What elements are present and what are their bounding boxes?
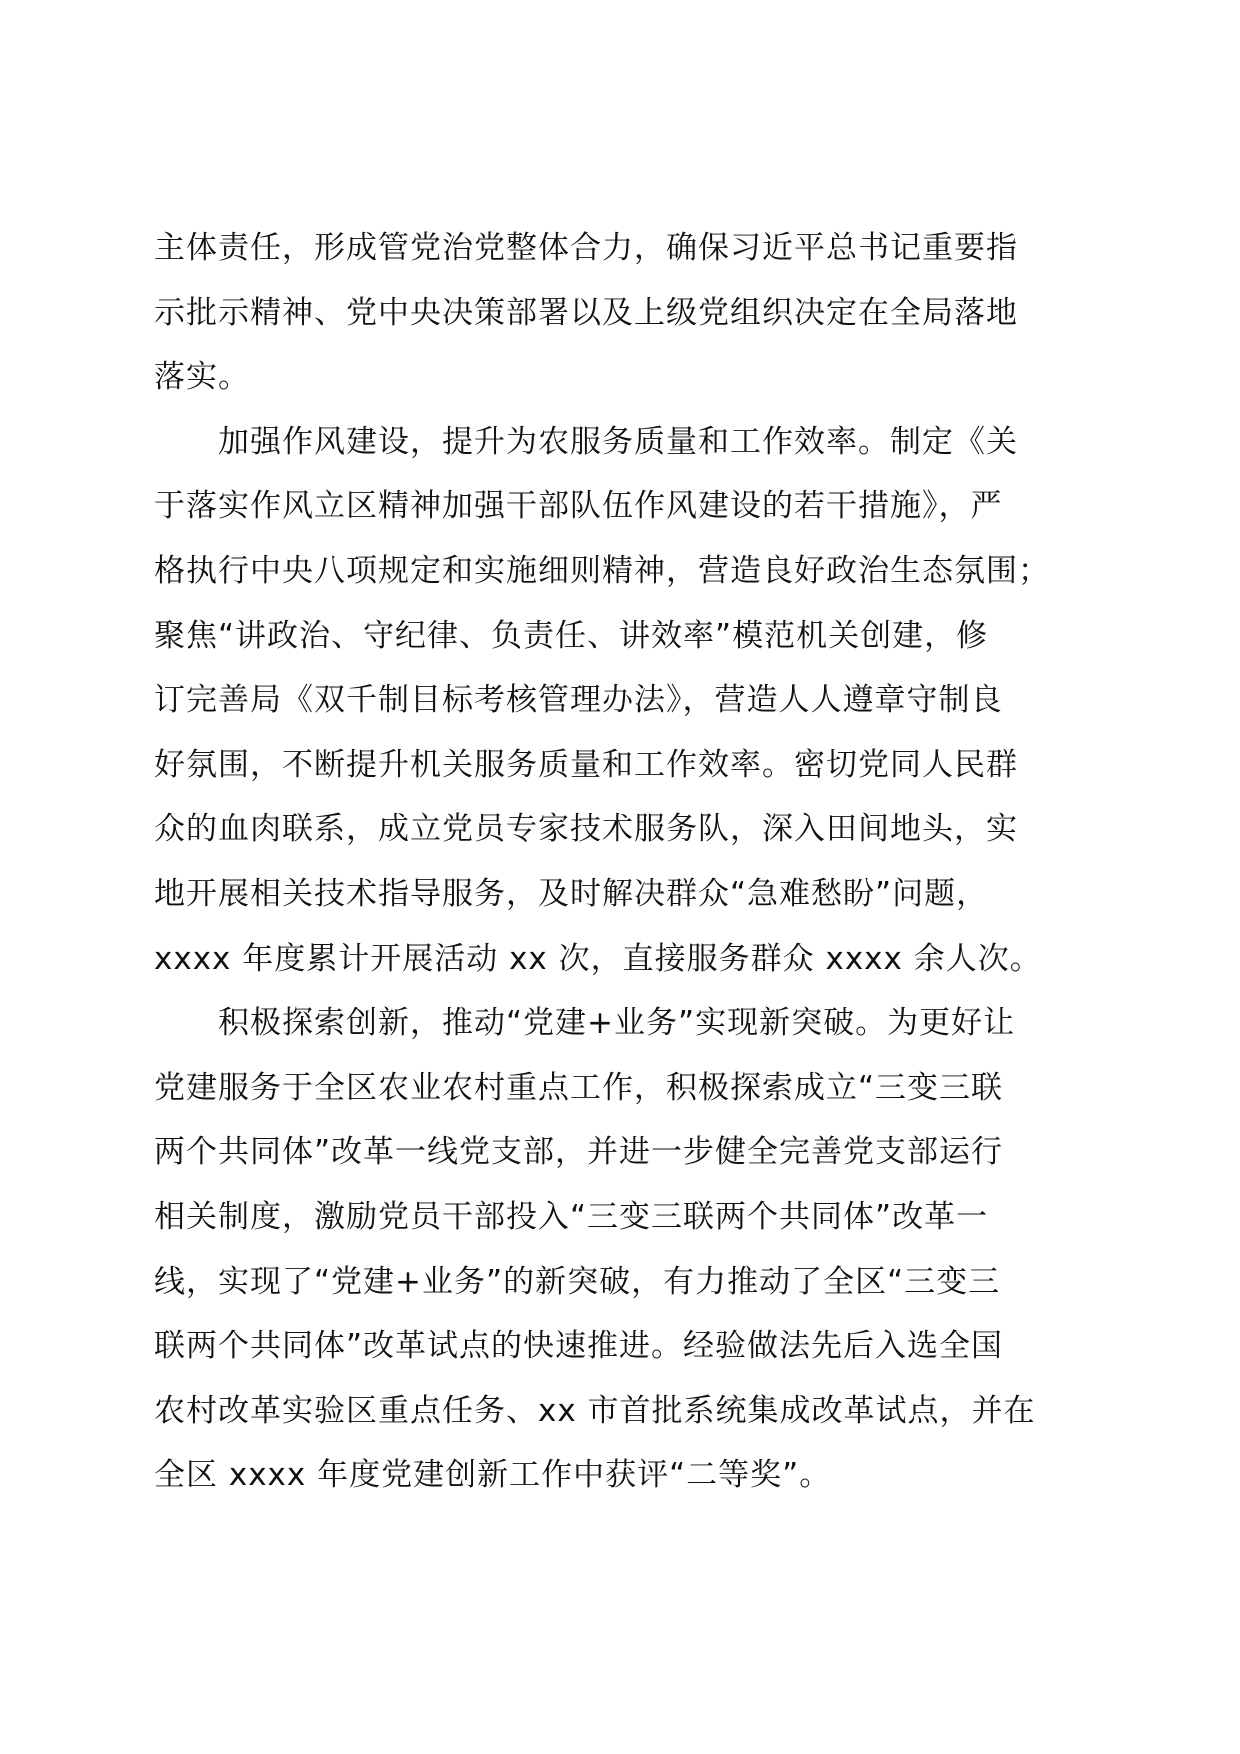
text-line: 相关制度，激励党员干部投入“三变三联两个共同体”改革一 [154, 1198, 989, 1235]
text-line: 加强作风建设，提升为农服务质量和工作效率。制定《关 [218, 423, 1018, 460]
text-line: 主体责任，形成管党治党整体合力，确保习近平总书记重要指 [154, 230, 1018, 266]
body-text [154, 216, 1114, 1508]
text-line: 订完善局《双千制目标考核管理办法》，营造人人遵章守制良 [154, 682, 1003, 719]
text-line: 积极探索创新，推动“党建+业务”实现新突破。为更好让 [218, 1005, 1016, 1042]
text-line: 格执行中央八项规定和实施细则精神，营造良好政治生态氛围； [154, 552, 1050, 589]
paragraph-3 [154, 991, 1114, 1508]
text-line: 好氛围，不断提升机关服务质量和工作效率。密切党同人民群 [154, 746, 1018, 783]
text-line: 全区 xxxx 年度党建创新工作中获评“二等奖”。 [154, 1457, 832, 1494]
paragraph-2 [154, 410, 1114, 991]
text-line: 联两个共同体”改革试点的快速推进。经验做法先后入选全国 [154, 1328, 1004, 1365]
text-line: 两个共同体”改革一线党支部，并进一步健全完善党支部运行 [154, 1134, 1004, 1171]
text-line: 落实。 [154, 359, 250, 396]
text-line: xxxx 年度累计开展活动 xx 次，直接服务群众 xxxx 余人次。 [154, 940, 1042, 977]
text-line: 地开展相关技术指导服务，及时解决群众“急难愁盼”问题， [154, 875, 989, 912]
text-line: 线，实现了“党建+业务”的新突破，有力推动了全区“三变三 [154, 1263, 1001, 1300]
text-line: 聚焦“讲政治、守纪律、负责任、讲效率”模范机关创建，修 [154, 617, 989, 654]
text-line: 党建服务于全区农业农村重点工作，积极探索成立“三变三联 [154, 1069, 1004, 1106]
paragraph-1 [154, 216, 1114, 410]
text-line: 于落实作风立区精神加强干部队伍作风建设的若干措施》，严 [154, 488, 1003, 525]
text-line: 农村改革实验区重点任务、xx 市首批系统集成改革试点，并在 [154, 1392, 1036, 1429]
text-line: 众的血肉联系，成立党员专家技术服务队，深入田间地头，实 [154, 811, 1018, 848]
text-line: 示批示精神、党中央决策部署以及上级党组织决定在全局落地 [154, 294, 1018, 331]
